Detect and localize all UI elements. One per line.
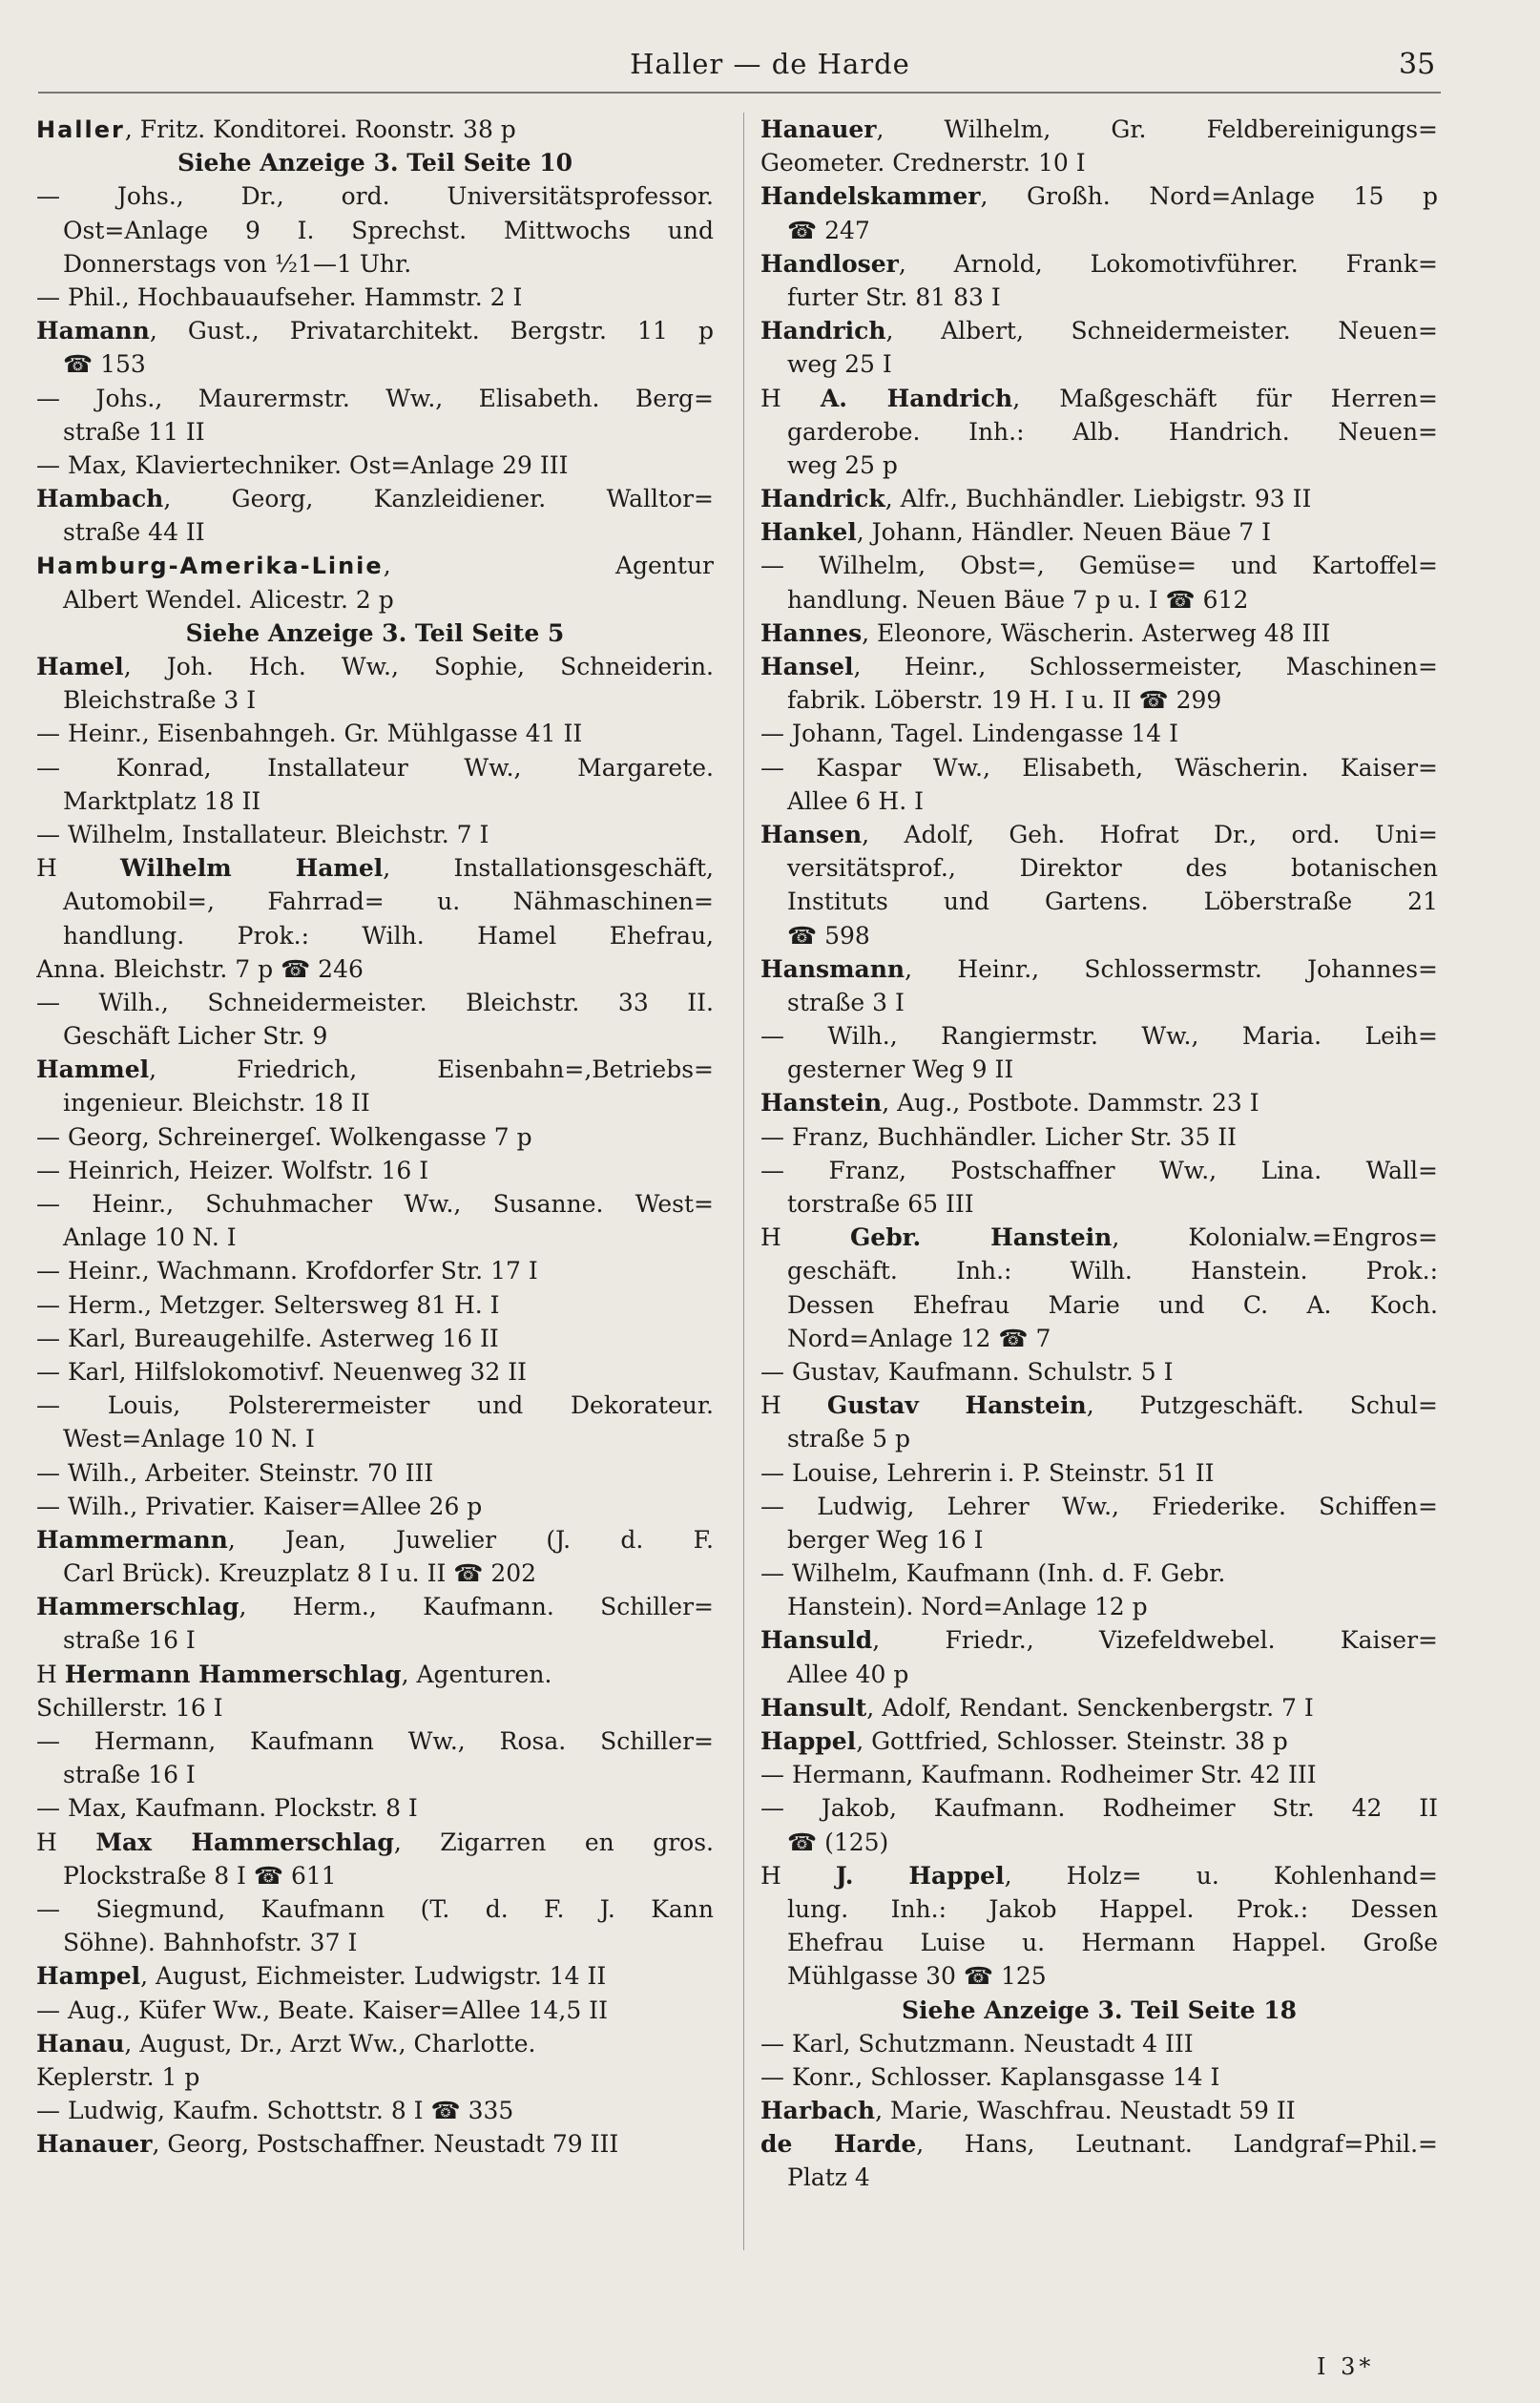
entry-surname: Handloser	[760, 249, 899, 278]
entry-surname: Handrick	[760, 485, 885, 513]
entry-line: H Gebr. Hanstein, Kolonialw.=Engros=	[760, 1223, 1438, 1252]
entry-surname: Hanauer	[36, 2130, 153, 2159]
entry-line: Allee 6 H. I	[787, 786, 925, 815]
entry-surname: Hanau	[36, 2029, 125, 2058]
entry-surname: Hansuld	[760, 1626, 873, 1655]
entry-line: — Wilhelm, Kaufmann (Inh. d. F. Gebr.	[760, 1559, 1226, 1588]
entry-line: Handrich, Albert, Schneidermeister. Neuen=	[760, 317, 1438, 345]
entry-line: Söhne). Bahnhofstr. 37 I	[63, 1929, 358, 1957]
left-column	[36, 113, 714, 2161]
entry-line: Hammel, Friedrich, Eisenbahn=,Betriebs=	[36, 1055, 714, 1084]
entry-surname: Hammermann	[36, 1525, 228, 1554]
entry-line: fabrik. Löberstr. 19 H. I u. II ☎ 299	[787, 686, 1222, 715]
entry-line: Allee 40 p	[787, 1660, 909, 1688]
entry-surname: Hamel	[36, 653, 124, 680]
entry-line: Keplerstr. 1 p	[36, 2062, 200, 2091]
entry-line: — Max, Kaufmann. Plockstr. 8 I	[36, 1794, 418, 1823]
entry-line: — Phil., Hochbauaufseher. Hammstr. 2 I	[36, 282, 523, 311]
entry-line: Dessen Ehefrau Marie und C. A. Koch.	[787, 1290, 1438, 1319]
entry-line: lung. Inh.: Jakob Happel. Prok.: Dessen	[787, 1894, 1438, 1923]
entry-line: Geometer. Crednerstr. 10 I	[760, 149, 1086, 178]
entry-line: Platz 4	[787, 2163, 870, 2192]
entry-line: weg 25 I	[787, 350, 892, 379]
entry-surname: Hammel	[36, 1055, 150, 1084]
entry-line: weg 25 p	[787, 450, 898, 479]
entry-line: Hambach, Georg, Kanzleidiener. Walltor=	[36, 485, 714, 513]
entry-line: Hanstein, Aug., Postbote. Dammstr. 23 I	[760, 1089, 1259, 1118]
entry-line: Hammermann, Jean, Juwelier (J. d. F.	[36, 1525, 714, 1554]
entry-line: ☎ 247	[787, 216, 870, 244]
entry-line: H Wilhelm Hamel, Installationsgeschäft,	[36, 854, 714, 883]
entry-line: Hanauer, Wilhelm, Gr. Feldbereinigungs=	[760, 115, 1438, 143]
page-number: 35	[1399, 48, 1436, 81]
entry-surname: Hampel	[36, 1962, 141, 1991]
firm-name: Wilhelm Hamel	[120, 854, 384, 883]
entry-line: — Konrad, Installateur Ww., Margarete.	[36, 753, 714, 782]
entry-surname: Hankel	[760, 518, 857, 547]
entry-line: West=Anlage 10 N. I	[63, 1425, 315, 1453]
entry-line: — Gustav, Kaufmann. Schulstr. 5 I	[760, 1357, 1174, 1386]
entry-line: Hansen, Adolf, Geh. Hofrat Dr., ord. Uni=	[760, 820, 1438, 848]
entry-surname: de Harde	[760, 2130, 917, 2159]
entry-line: — Wilh., Rangiermstr. Ww., Maria. Leih=	[760, 1022, 1438, 1051]
entry-line: — Kaspar Ww., Elisabeth, Wäscherin. Kaiser=	[760, 753, 1438, 782]
entry-surname: Hansmann	[760, 954, 905, 983]
entry-line: — Siegmund, Kaufmann (T. d. F. J. Kann	[36, 1894, 714, 1923]
entry-line: — Hermann, Kaufmann. Rodheimer Str. 42 III	[760, 1761, 1317, 1789]
entry-line: Nord=Anlage 12 ☎ 7	[787, 1324, 1051, 1352]
entry-surname: Handelskammer	[760, 182, 981, 211]
entry-line: — Johs., Maurermstr. Ww., Elisabeth. Berg=	[36, 384, 714, 412]
entry-line: Plockstraße 8 I ☎ 611	[63, 1861, 337, 1890]
entry-line: — Louis, Polsterermeister und Dekorateur.	[36, 1391, 714, 1420]
entry-line: furter Str. 81 83 I	[787, 282, 1001, 311]
firm-name: J. Happel	[835, 1861, 1005, 1890]
entry-line: Handelskammer, Großh. Nord=Anlage 15 p	[760, 182, 1438, 211]
entry-line: — Herm., Metzger. Seltersweg 81 H. I	[36, 1290, 500, 1319]
entry-line: Siehe Anzeige 3. Teil Seite 18	[901, 1996, 1298, 2024]
entry-line: Harbach, Marie, Waschfrau. Neustadt 59 II	[760, 2097, 1296, 2125]
entry-line: Automobil=, Fahrrad= u. Nähmaschinen=	[63, 888, 714, 916]
entry-surname: Hanauer	[760, 115, 877, 143]
entry-line: Hanauer, Georg, Postschaffner. Neustadt 79 III	[36, 2130, 619, 2159]
page-header-title: Haller — de Harde	[630, 48, 910, 80]
entry-line: straße 5 p	[787, 1425, 911, 1453]
entry-line: — Wilh., Privatier. Kaiser=Allee 26 p	[36, 1492, 483, 1520]
entry-line: Hampel, August, Eichmeister. Ludwigstr. 14 II	[36, 1962, 607, 1991]
entry-line: H Gustav Hanstein, Putzgeschäft. Schul=	[760, 1391, 1438, 1420]
entry-surname: Hansel	[760, 653, 854, 680]
entry-line: — Johann, Tagel. Lindengasse 14 I	[760, 720, 1178, 748]
entry-surname: Harbach	[760, 2097, 876, 2125]
entry-surname: Hanstein	[760, 1089, 883, 1118]
entry-line: Bleichstraße 3 I	[63, 686, 257, 715]
entry-line: Carl Brück). Kreuzplatz 8 I u. II ☎ 202	[63, 1559, 537, 1588]
entry-line: — Louise, Lehrerin i. P. Steinstr. 51 II	[760, 1458, 1215, 1487]
column-divider	[743, 113, 744, 2250]
entry-surname: Hannes	[760, 618, 863, 647]
entry-surname: Happel	[760, 1727, 857, 1755]
entry-line: Hansmann, Heinr., Schlossermstr. Johannes=	[760, 954, 1438, 983]
footer-signature: I 3*	[1317, 2353, 1375, 2380]
entry-line: — Heinrich, Heizer. Wolfstr. 16 I	[36, 1156, 429, 1184]
entry-line: — Hermann, Kaufmann Ww., Rosa. Schiller=	[36, 1727, 714, 1755]
entry-line: gesterner Weg 9 II	[787, 1055, 1014, 1084]
entry-line: — Wilhelm, Installateur. Bleichstr. 7 I	[36, 820, 489, 848]
entry-line: — Wilh., Schneidermeister. Bleichstr. 33 II.	[36, 988, 714, 1016]
entry-line: H Hermann Hammerschlag, Agenturen.	[36, 1660, 552, 1688]
entry-line: Ehefrau Luise u. Hermann Happel. Große	[787, 1929, 1438, 1957]
entry-line: straße 3 I	[787, 988, 905, 1016]
entry-line: ☎ 153	[63, 350, 146, 379]
entry-line: — Max, Klaviertechniker. Ost=Anlage 29 III	[36, 450, 569, 479]
entry-line: handlung. Neuen Bäue 7 p u. I ☎ 612	[787, 585, 1249, 614]
firm-name: A. Handrich	[820, 384, 1013, 412]
entry-line: Instituts und Gartens. Löberstraße 21	[787, 888, 1438, 916]
entry-line: straße 44 II	[63, 518, 205, 547]
entry-line: Hannes, Eleonore, Wäscherin. Asterweg 48 III	[760, 618, 1331, 647]
entry-line: — Heinr., Schuhmacher Ww., Susanne. West=	[36, 1190, 714, 1218]
entry-line: garderobe. Inh.: Alb. Handrich. Neuen=	[787, 417, 1438, 446]
entry-line: torstraße 65 III	[787, 1190, 974, 1218]
entry-line: Hamann, Gust., Privatarchitekt. Bergstr. 11 p	[36, 317, 714, 345]
entry-line: — Franz, Postschaffner Ww., Lina. Wall=	[760, 1156, 1438, 1184]
firm-name: Hermann Hammerschlag	[64, 1660, 402, 1688]
entry-line: — Karl, Bureaugehilfe. Asterweg 16 II	[36, 1324, 499, 1352]
entry-surname: Hamburg-Amerika-Linie	[36, 553, 384, 580]
entry-line: — Wilh., Arbeiter. Steinstr. 70 III	[36, 1458, 434, 1487]
entry-line: — Karl, Hilfslokomotivf. Neuenweg 32 II	[36, 1357, 527, 1386]
entry-line: Hanau, August, Dr., Arzt Ww., Charlotte.	[36, 2029, 536, 2058]
entry-line: — Heinr., Wachmann. Krofdorfer Str. 17 I	[36, 1257, 538, 1285]
entry-line: straße 16 I	[63, 1626, 196, 1655]
entry-line: versitätsprof., Direktor des botanischen	[787, 854, 1438, 883]
entry-line: Marktplatz 18 II	[63, 786, 261, 815]
entry-line: Hansult, Adolf, Rendant. Senckenbergstr. 7 I	[760, 1693, 1314, 1722]
entry-line: H Max Hammerschlag, Zigarren en gros.	[36, 1828, 714, 1856]
entry-line: H A. Handrich, Maßgeschäft für Herren=	[760, 384, 1438, 412]
entry-line: — Karl, Schutzmann. Neustadt 4 III	[760, 2029, 1194, 2058]
right-column	[760, 113, 1438, 2195]
entry-line: Hansel, Heinr., Schlossermeister, Maschinen=	[760, 653, 1438, 680]
firm-name: Gustav Hanstein	[826, 1391, 1087, 1420]
entry-surname: Hambach	[36, 485, 164, 513]
entry-line: ☎ 598	[787, 921, 870, 950]
entry-line: straße 16 I	[63, 1761, 196, 1789]
entry-line: Hammerschlag, Herm., Kaufmann. Schiller=	[36, 1593, 714, 1621]
entry-line: Handloser, Arnold, Lokomotivführer. Frank=	[760, 249, 1438, 278]
entry-line: Hamburg-Amerika-Linie, Agentur	[36, 552, 714, 580]
entry-line: Hankel, Johann, Händler. Neuen Bäue 7 I	[760, 518, 1271, 547]
entry-surname: Haller	[36, 116, 125, 143]
entry-line: Hanstein). Nord=Anlage 12 p	[787, 1593, 1148, 1621]
entry-line: Siehe Anzeige 3. Teil Seite 10	[177, 149, 573, 178]
entry-line: Anna. Bleichstr. 7 p ☎ 246	[36, 954, 364, 983]
entry-line: handlung. Prok.: Wilh. Hamel Ehefrau,	[63, 921, 714, 950]
entry-line: berger Weg 16 I	[787, 1525, 984, 1554]
entry-line: — Johs., Dr., ord. Universitätsprofessor.	[36, 182, 714, 211]
header-rule	[38, 92, 1441, 94]
entry-line: Donnerstags von ½1—1 Uhr.	[63, 249, 412, 278]
entry-line: — Konr., Schlosser. Kaplansgasse 14 I	[760, 2062, 1220, 2091]
entry-line: Geschäft Licher Str. 9	[63, 1022, 328, 1051]
entry-line: de Harde, Hans, Leutnant. Landgraf=Phil.=	[760, 2130, 1438, 2159]
entry-line: ☎ (125)	[787, 1828, 889, 1856]
entry-line: — Wilhelm, Obst=, Gemüse= und Kartoffel=	[760, 552, 1438, 580]
entry-line: Mühlgasse 30 ☎ 125	[787, 1962, 1047, 1991]
entry-line: — Ludwig, Kaufm. Schottstr. 8 I ☎ 335	[36, 2097, 514, 2125]
entry-line: Haller, Fritz. Konditorei. Roonstr. 38 p	[36, 115, 516, 143]
firm-name: Gebr. Hanstein	[849, 1223, 1113, 1252]
entry-surname: Handrich	[760, 317, 886, 345]
entry-line: — Aug., Küfer Ww., Beate. Kaiser=Allee 14,5 II	[36, 1996, 608, 2024]
entry-line: Albert Wendel. Alicestr. 2 p	[63, 585, 394, 614]
entry-line: Anlage 10 N. I	[63, 1223, 237, 1252]
entry-surname: Hansult	[760, 1693, 867, 1722]
entry-line: ingenieur. Bleichstr. 18 II	[63, 1089, 370, 1118]
entry-surname: Hammerschlag	[36, 1593, 239, 1621]
entry-line: Hansuld, Friedr., Vizefeldwebel. Kaiser=	[760, 1626, 1438, 1655]
entry-line: geschäft. Inh.: Wilh. Hanstein. Prok.:	[787, 1257, 1438, 1285]
entry-line: Siehe Anzeige 3. Teil Seite 5	[185, 618, 565, 647]
entry-line: — Franz, Buchhändler. Licher Str. 35 II	[760, 1122, 1238, 1151]
entry-line: Ost=Anlage 9 I. Sprechst. Mittwochs und	[63, 216, 714, 244]
entry-line: — Ludwig, Lehrer Ww., Friederike. Schiffen=	[760, 1492, 1438, 1520]
entry-line: — Georg, Schreinergeſ. Wolkengasse 7 p	[36, 1122, 532, 1151]
entry-surname: Hamann	[36, 317, 150, 345]
firm-name: Max Hammerschlag	[95, 1828, 394, 1856]
entry-line: — Heinr., Eisenbahngeh. Gr. Mühlgasse 41 II	[36, 720, 583, 748]
entry-line: H J. Happel, Holz= u. Kohlenhand=	[760, 1861, 1438, 1890]
entry-line: Hamel, Joh. Hch. Ww., Sophie, Schneiderin.	[36, 653, 714, 680]
entry-surname: Hansen	[760, 820, 863, 848]
entry-line: straße 11 II	[63, 417, 205, 446]
entry-line: Handrick, Alfr., Buchhändler. Liebigstr. 93 II	[760, 485, 1312, 513]
entry-line: — Jakob, Kaufmann. Rodheimer Str. 42 II	[760, 1794, 1438, 1823]
entry-line: Happel, Gottfried, Schlosser. Steinstr. 38 p	[760, 1727, 1288, 1755]
entry-line: Schillerstr. 16 I	[36, 1693, 223, 1722]
